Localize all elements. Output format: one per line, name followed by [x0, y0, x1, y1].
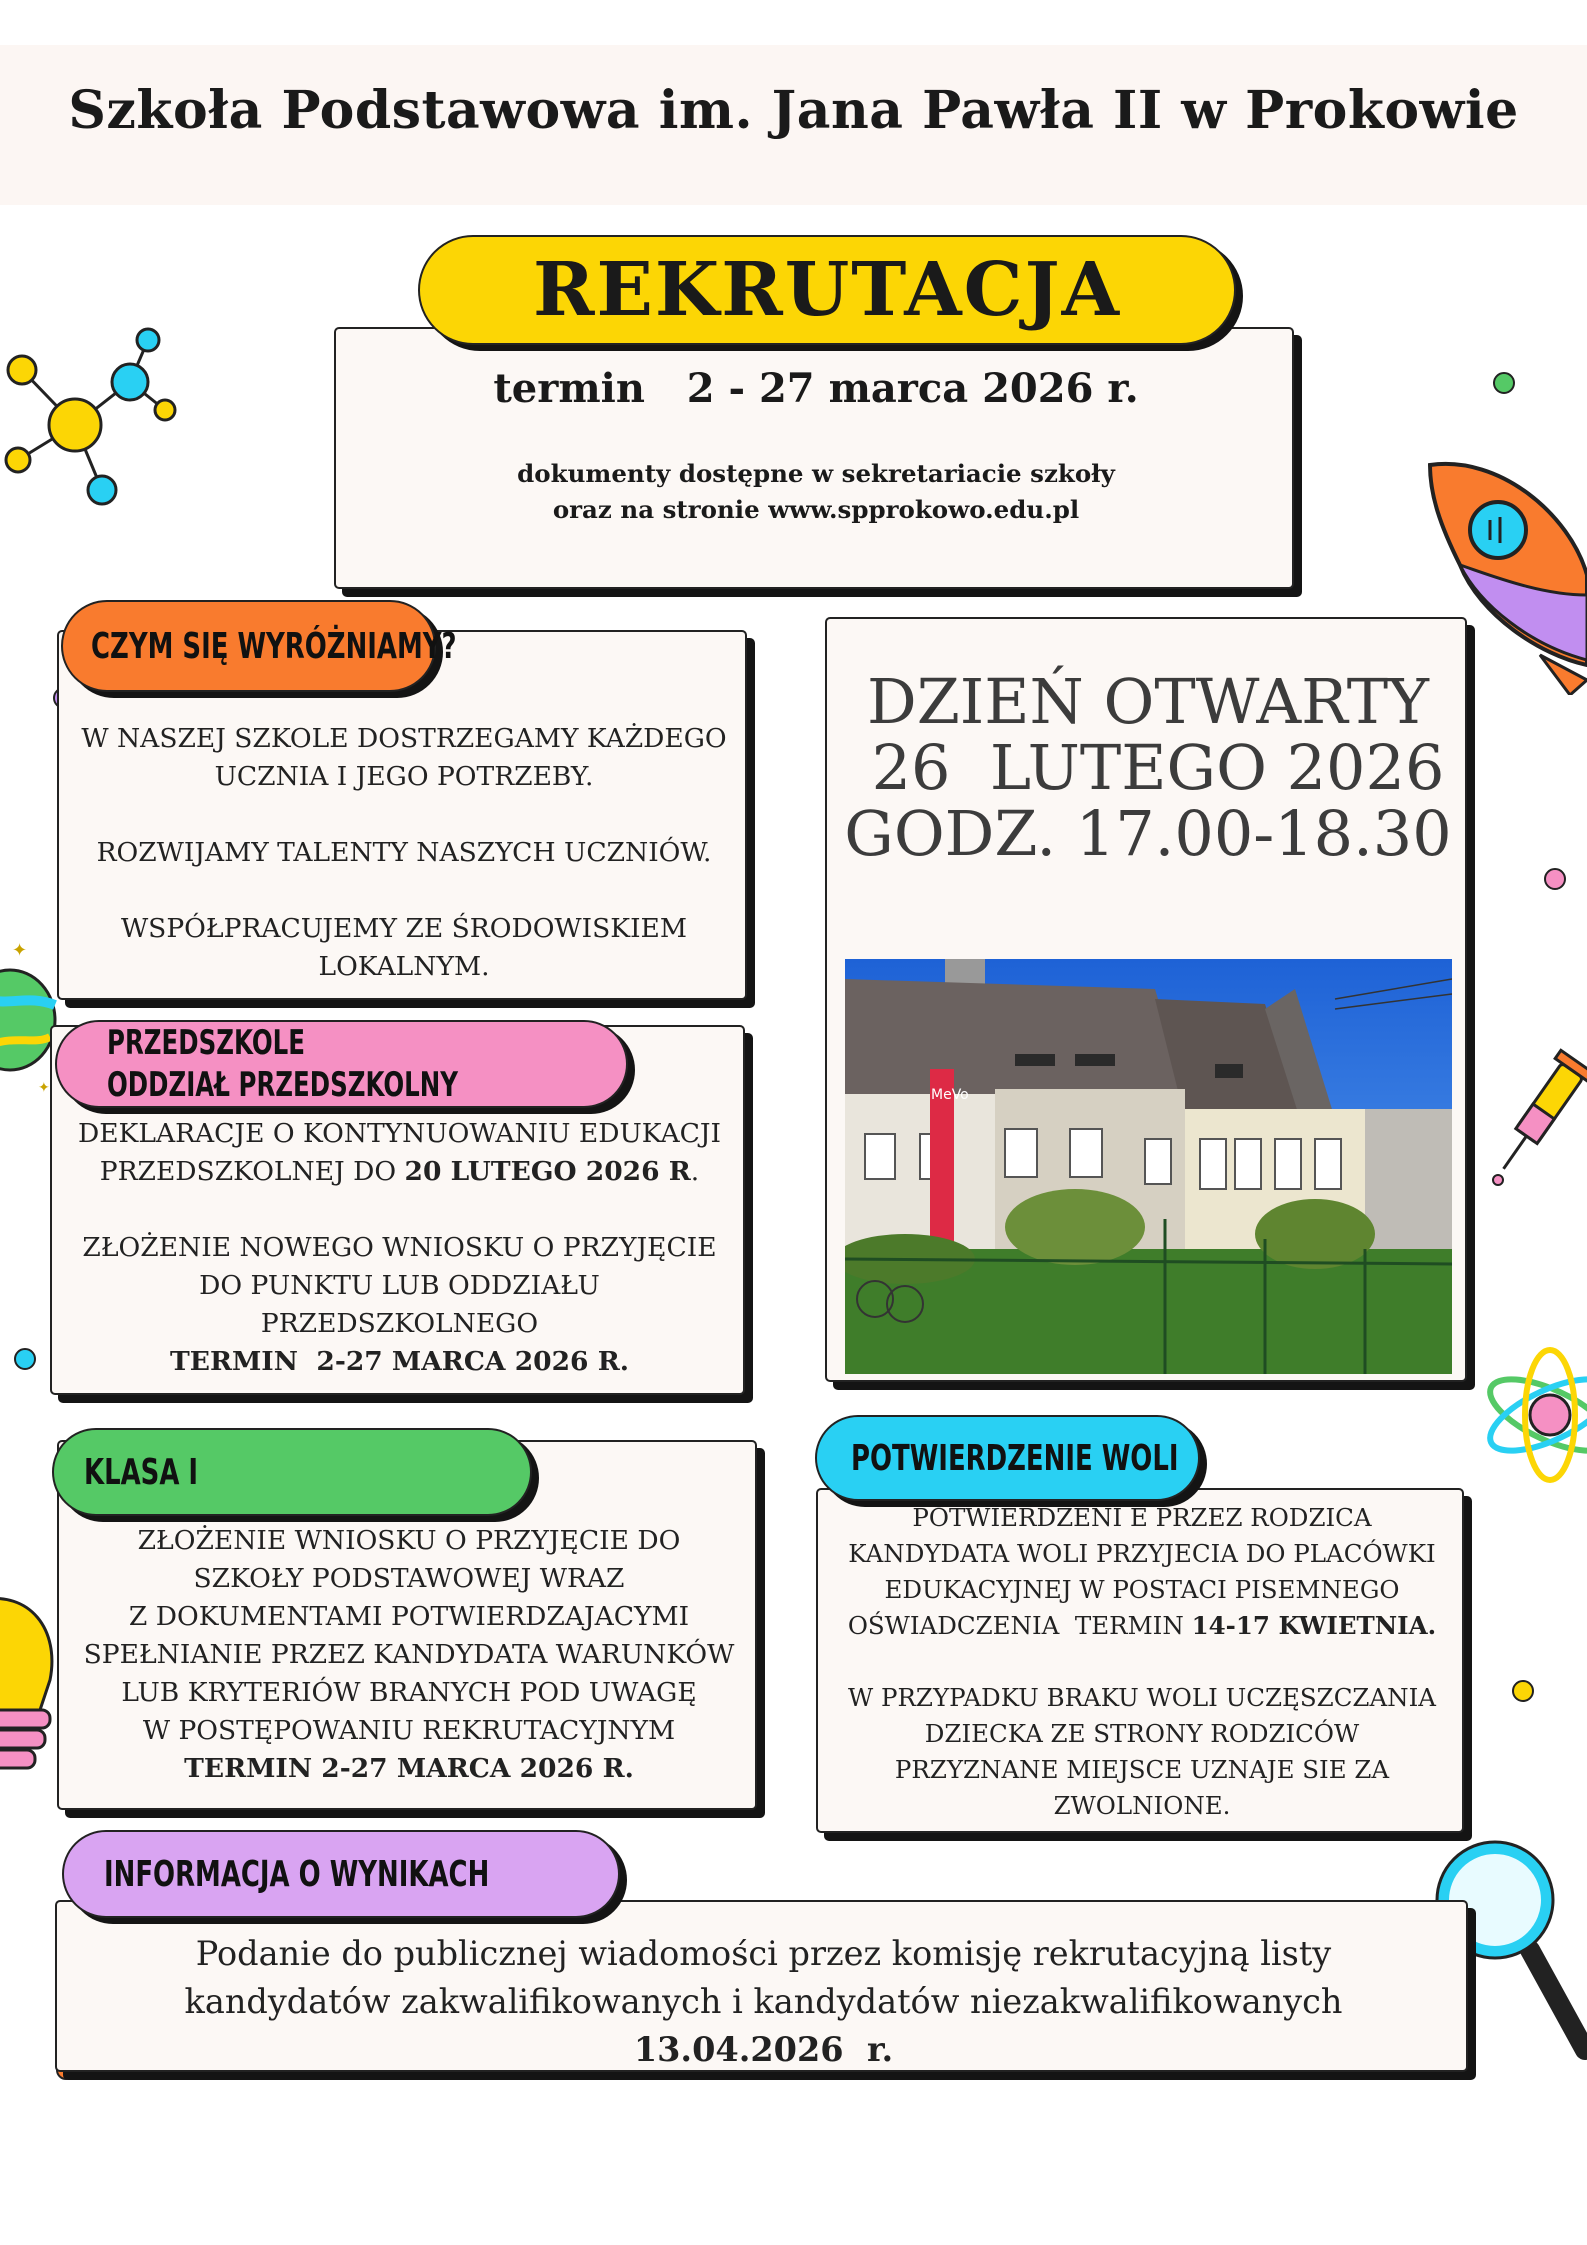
confirmation-line: ZWOLNIONE.	[1053, 1791, 1231, 1820]
grade1-line: SZKOŁY PODSTAWOWEJ WRAZ	[193, 1563, 625, 1594]
grade1-line	[59, 1750, 759, 1788]
open-day-line2: 26 LUTEGO 2026	[871, 731, 1445, 804]
grade1-line: LUB KRYTERIÓW BRANYCH POD UWAGĘ	[121, 1677, 697, 1708]
preschool-deadline: 20 LUTEGO 2026 R	[404, 1156, 691, 1187]
results-line	[57, 2026, 1470, 2074]
confirmation-line: KANDYDATA WOLI PRZYJECIA DO PLACÓWKI	[848, 1539, 1436, 1568]
distinguish-label: CZYM SIĘ WYRÓŻNIAMY?	[91, 625, 457, 667]
confirmation-label: POTWIERDZENIE WOLI	[851, 1437, 1179, 1479]
results-text	[57, 1930, 1470, 2074]
preschool-line: DO PUNKTU LUB ODDZIAŁU	[199, 1270, 600, 1301]
confirmation-text	[818, 1500, 1466, 1824]
recruitment-title-pill	[418, 235, 1236, 345]
preschool-line: PRZEDSZKOLNEGO	[260, 1308, 539, 1339]
preschool-term: TERMIN 2-27 MARCA 2026 R.	[170, 1346, 629, 1377]
preschool-line: DEKLARACJE O KONTYNUOWANIU EDUKACJI	[77, 1118, 722, 1149]
preschool-text	[52, 1115, 747, 1381]
distinguish-pill	[61, 600, 457, 692]
school-building-photo	[845, 959, 1452, 1374]
recruitment-card	[334, 327, 1294, 589]
grade1-text	[59, 1522, 759, 1788]
atom-icon	[1475, 1340, 1587, 1490]
grade1-line: SPEŁNIANIE PRZEZ KANDYDATA WARUNKÓW	[83, 1639, 735, 1670]
open-day-line3: GODZ. 17.00-18.30	[844, 797, 1452, 870]
photo-sign-text: MeVo	[931, 1087, 969, 1103]
grade1-line: Z DOKUMENTAMI POTWIERDZAJACYMI	[128, 1601, 690, 1632]
confirmation-pill	[815, 1415, 1200, 1501]
sparkle-icon: ✦	[38, 1080, 50, 1096]
confirmation-line: DZIECKA ZE STRONY RODZICÓW	[924, 1719, 1360, 1748]
distinguish-line: ROZWIJAMY TALENTY NASZYCH UCZNIÓW.	[96, 837, 712, 868]
preschool-label-line1: PRZEDSZKOLE	[107, 1023, 305, 1063]
preschool-line-part: .	[690, 1156, 700, 1187]
recruitment-title: REKRUTACJA	[532, 247, 1121, 333]
grade1-term: TERMIN 2-27 MARCA 2026 R.	[184, 1753, 634, 1784]
results-date: 13.04.2026 r.	[633, 2030, 894, 2069]
distinguish-line: LOKALNYM.	[318, 951, 490, 982]
preschool-label	[107, 1022, 594, 1106]
confirmation-line: PRZYZNANE MIEJSCE UZNAJE SIE ZA	[894, 1755, 1390, 1784]
recruitment-docs-line1: dokumenty dostępne w sekretariacie szkoły	[517, 459, 1115, 488]
recruitment-term: termin 2 - 27 marca 2026 r.	[493, 365, 1139, 412]
confirmation-line: W PRZYPADKU BRAKU WOLI UCZĘSZCZANIA	[848, 1683, 1436, 1712]
school-title: Szkoła Podstawowa im. Jana Pawła II w Prokowie	[68, 80, 1519, 141]
grade1-pill	[52, 1428, 532, 1516]
preschool-line	[52, 1153, 747, 1191]
grade1-line: W POSTĘPOWANIU REKRUTACYJNYM	[142, 1715, 676, 1746]
distinguish-line: W NASZEJ SZKOLE DOSTRZEGAMY KAŻDEGO	[81, 723, 727, 754]
distinguish-text	[59, 720, 749, 986]
confirmation-deadline: 14-17 KWIETNIA.	[1191, 1611, 1437, 1640]
molecule-icon	[0, 320, 200, 520]
distinguish-line: UCZNIA I JEGO POTRZEBY.	[214, 761, 594, 792]
preschool-label-line2: ODDZIAŁ PRZEDSZKOLNY	[107, 1065, 458, 1105]
decor-dot	[14, 1348, 36, 1370]
grade1-line: ZŁOŻENIE WNIOSKU O PRZYJĘCIE DO	[137, 1525, 681, 1556]
open-day-card	[825, 617, 1467, 1382]
preschool-line-part: PRZEDSZKOLNEJ DO	[99, 1156, 405, 1187]
results-line: Podanie do publicznej wiadomości przez komisję rekrutacyjną listy	[195, 1934, 1332, 1973]
results-pill	[62, 1830, 620, 1918]
open-day-line1: DZIEŃ OTWARTY	[867, 665, 1429, 738]
distinguish-line: WSPÓŁPRACUJEMY ZE ŚRODOWISKIEM	[120, 913, 688, 944]
preschool-line: ZŁOŻENIE NOWEGO WNIOSKU O PRZYJĘCIE	[82, 1232, 717, 1263]
decor-dot	[1493, 372, 1515, 394]
results-label: INFORMACJA O WYNIKACH	[104, 1853, 490, 1895]
confirmation-line-part: OŚWIADCZENIA TERMIN	[847, 1611, 1192, 1640]
lightbulb-icon	[0, 1580, 60, 1780]
confirmation-line: POTWIERDZENI E PRZEZ RODZICA	[912, 1503, 1372, 1532]
preschool-line	[52, 1343, 747, 1381]
confirmation-card	[816, 1488, 1464, 1833]
recruitment-docs-line2: oraz na stronie www.spprokowo.edu.pl	[552, 495, 1080, 524]
sparkle-icon: ✦	[12, 940, 28, 961]
decor-dot	[1512, 1680, 1534, 1702]
grade1-label: KLASA I	[84, 1451, 199, 1493]
confirmation-line	[818, 1608, 1466, 1644]
results-card	[55, 1900, 1468, 2072]
syringe-icon	[1490, 1040, 1587, 1190]
preschool-pill	[55, 1020, 628, 1108]
results-line: kandydatów zakwalifikowanych i kandydatów niezakwalifikowanych	[184, 1982, 1343, 2021]
decor-dot	[1544, 868, 1566, 890]
confirmation-line: EDUKACYJNEJ W POSTACI PISEMNEGO	[884, 1575, 1400, 1604]
open-day-text	[827, 665, 1469, 870]
